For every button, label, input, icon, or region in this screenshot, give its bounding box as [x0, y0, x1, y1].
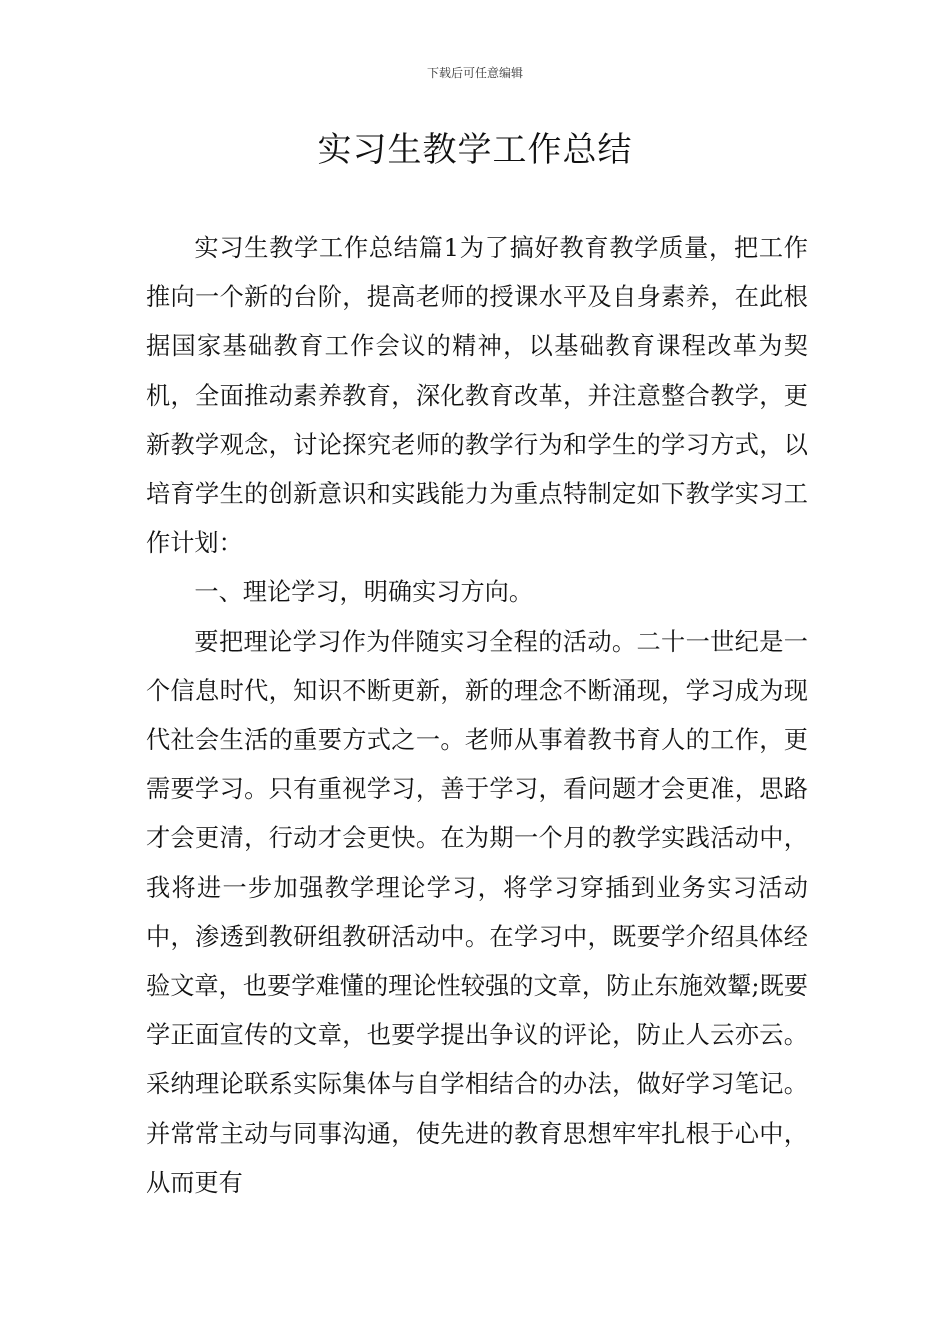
- paragraph-section-heading: 一、理论学习，明确实习方向。: [194, 578, 534, 607]
- header-note: 下载后可任意编辑: [426, 66, 523, 80]
- document-body: [146, 224, 808, 1208]
- paragraph-theory-study: 要把理论学习作为伴随实习全程的活动。二十一世纪是一个信息时代，知识不断更新，新的理念不断涌现，学习成为现代社会生活的重要方式之一。老师从事着教书育人的工作，更需要学习。只有重视学习，善于学习，看问题才会更准，思路才会更清，行动才会更快。在为期一个月的教学实践活动中，我将进一步加强教学理论学习，将学习穿插到业务实习活动中，渗透到教研组教研活动中。在学习中，既要学介绍具体经验文章，也要学难懂的理论性较强的文章，防止东施效颦;既要学正面宣传的文章，也要学提出争议的评论，防止人云亦云。采纳理论联系实际集体与自学相结合的办法，做好学习笔记。并常常主动与同事沟通，使先进的教育思想牢牢扎根于心中，从而更有: [146, 627, 808, 1197]
- paragraph-intro: 实习生教学工作总结篇1为了搞好教育教学质量，把工作推向一个新的台阶，提高老师的授课水平及自身素养，在此根据国家基础教育工作会议的精神，以基础教育课程改革为契机，全面推动素养教育，深化教育改革，并注意整合教学，更新教学观念，讨论探究老师的教学行为和学生的学习方式，以培育学生的创新意识和实践能力为重点特制定如下教学实习工作计划：: [146, 234, 808, 558]
- document-title: 实习生教学工作总结: [317, 130, 633, 170]
